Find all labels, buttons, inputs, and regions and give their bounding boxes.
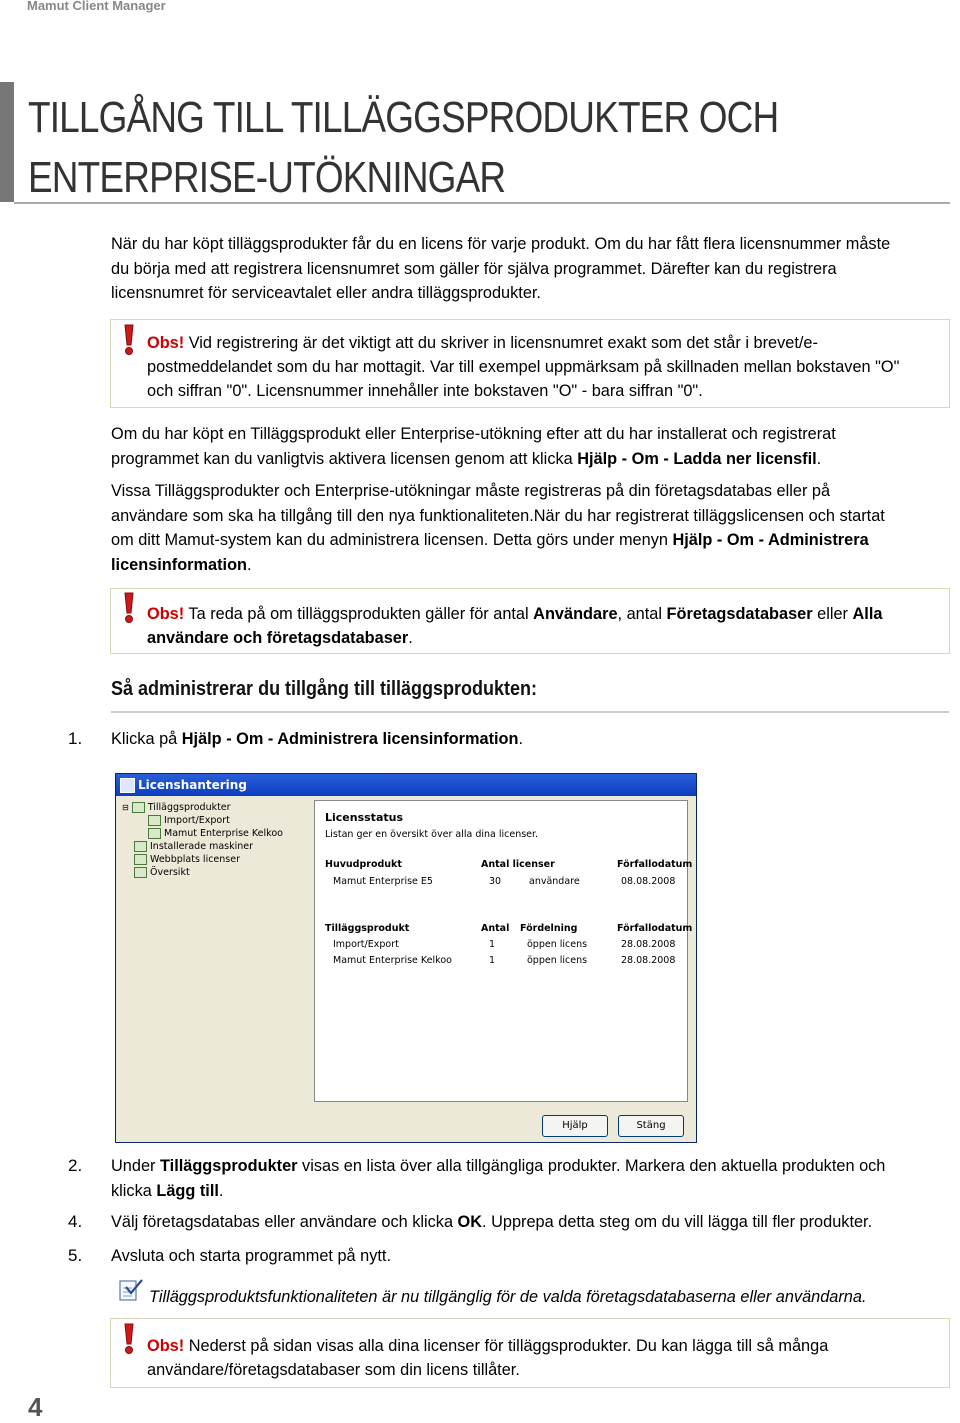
tree-item-kelkoo[interactable]: Mamut Enterprise Kelkoo	[148, 828, 283, 840]
menu-path: Hjälp - Om - Administrera licensinformation	[181, 729, 519, 748]
note-bold: Alla	[852, 604, 883, 623]
checklist-icon	[118, 1278, 144, 1302]
paragraph-register-addons	[111, 479, 908, 577]
step-4-text	[111, 1210, 898, 1235]
step-number: 4.	[68, 1212, 83, 1231]
app-icon	[120, 778, 135, 793]
col-header: Fördelning	[520, 923, 578, 934]
note-text: Vid registrering är det viktigt att du skriver in licensnumret exakt som det står i brevet/e-	[184, 333, 818, 352]
step-2-text	[111, 1154, 898, 1203]
panel-title: Licensstatus	[325, 811, 404, 824]
note-bold: Företagsdatabaser	[666, 604, 813, 623]
main-product-name: Mamut Enterprise E5	[333, 876, 433, 887]
tree-item-import-export[interactable]: Import/Export	[148, 815, 230, 827]
para-line: Om du har köpt en Tilläggsprodukt eller Enterprise-utökning efter att du har installerat och registrerat	[111, 424, 836, 443]
exclamation-icon	[118, 591, 140, 627]
note-bold: Användare	[533, 604, 618, 623]
step-text: Under	[111, 1156, 160, 1175]
para-text: .	[247, 554, 252, 574]
para-text: programmet kan du vanligtvis aktivera licensen genom att klicka	[111, 448, 578, 468]
main-license-count: 30	[489, 876, 502, 887]
title-divider	[14, 202, 950, 204]
note-text: och siffran "0". Licensnummer innehåller inte bokstaven "O" - bara siffran "0".	[147, 381, 703, 400]
menu-path: licensinformation	[111, 554, 248, 574]
page-number: 4	[28, 1392, 43, 1422]
col-header: Förfallodatum	[617, 859, 693, 870]
exclamation-icon	[118, 1322, 140, 1358]
license-icon	[148, 828, 161, 839]
tree-item-overview[interactable]: Översikt	[134, 867, 190, 879]
main-expiry: 08.08.2008	[621, 876, 676, 887]
step-text: .	[518, 729, 524, 748]
license-icon	[148, 815, 161, 826]
step-number: 1.	[68, 729, 83, 748]
intro-line: du börja med att registrera licensnumret som gäller för själva programmet. Därefter kan du registrera	[111, 258, 837, 278]
para-line: användare som ska ha tillgång till den nya funktionaliteten.När du har registrerat tilläggslicensen och startat	[111, 505, 885, 525]
tree-item-website-licenses[interactable]: Webbplats licenser	[134, 854, 240, 866]
col-header: Antal licenser	[481, 859, 555, 870]
note-text: eller	[812, 604, 853, 623]
obs-label: Obs!	[147, 604, 185, 623]
tree-item-installed-machines[interactable]: Installerade maskiner	[134, 841, 253, 853]
step-1-text	[111, 727, 898, 752]
step-bold: OK	[457, 1212, 483, 1231]
intro-paragraph	[111, 232, 908, 306]
intro-line: När du har köpt tilläggsprodukter får du en licens för varje produkt. Om du har fått flera licensnummer måste	[111, 234, 891, 253]
intro-line: licensnumret för serviceavtalet eller andra tilläggsprodukter.	[111, 283, 541, 302]
note-text: användare/företagsdatabaser som din licens tillåter.	[147, 1360, 520, 1379]
license-dialog-screenshot	[115, 773, 697, 1143]
col-header: Förfallodatum	[617, 923, 693, 934]
note-text: Ta reda på om tilläggsprodukten gäller för antal	[184, 604, 534, 623]
addon-expiry: 28.08.2008	[621, 939, 676, 950]
panel-subtitle: Listan ger en översikt över alla dina licenser.	[325, 829, 539, 840]
license-status-panel	[314, 800, 693, 1102]
exclamation-icon	[118, 323, 140, 359]
step-text: .	[218, 1180, 224, 1200]
addon-count: 1	[489, 939, 496, 950]
addon-name: Import/Export	[333, 939, 399, 950]
note-text: , antal	[617, 604, 667, 623]
obs-label: Obs!	[147, 1336, 185, 1355]
note-bold: användare och företagsdatabaser	[147, 628, 409, 647]
page-title-line2: ENTERPRISE-UTÖKNINGAR	[28, 153, 506, 202]
license-icon	[134, 867, 147, 878]
main-license-unit: användare	[529, 876, 580, 887]
note-text: Nederst på sidan visas alla dina licenser för tilläggsprodukter. Du kan lägga till så många	[184, 1336, 829, 1355]
step-bold: Tilläggsprodukter	[159, 1156, 298, 1175]
paragraph-download-license	[111, 422, 908, 471]
step-text: Klicka på	[111, 729, 182, 748]
col-header: Antal	[481, 923, 510, 934]
note-3-text	[147, 1334, 915, 1382]
license-tree	[120, 800, 310, 1100]
step-text: Välj företagsdatabas eller användare och klicka	[111, 1212, 458, 1231]
dialog-titlebar	[116, 774, 696, 796]
col-header: Huvudprodukt	[325, 859, 402, 870]
step-number: 5.	[68, 1246, 83, 1265]
step-number: 2.	[68, 1156, 83, 1175]
addon-distribution: öppen licens	[527, 939, 588, 950]
addon-expiry: 28.08.2008	[621, 955, 676, 966]
license-icon	[134, 854, 147, 865]
license-icon	[134, 841, 147, 852]
subheading-divider	[111, 711, 949, 713]
addon-distribution: öppen licens	[527, 955, 588, 966]
note-2-text	[147, 602, 915, 650]
col-header: Tilläggsprodukt	[325, 923, 410, 934]
note-text: postmeddelandet som du har mottagit. Var till exempel uppmärksam på skillnaden mellan bokstaven "O"	[147, 357, 900, 376]
addon-name: Mamut Enterprise Kelkoo	[333, 955, 452, 966]
page-title-line1: TILLGÅNG TILL TILLÄGGSPRODUKTER OCH	[28, 93, 779, 142]
success-note: Tilläggsproduktsfunktionaliteten är nu tillgänglig för de valda företagsdatabaserna eller användarna.	[149, 1287, 867, 1306]
tree-item-addons[interactable]: ⊟ Tilläggsprodukter	[122, 802, 231, 813]
step-5-text	[111, 1244, 898, 1269]
obs-label: Obs!	[147, 333, 185, 352]
para-text: om ditt Mamut-system kan du administrera licensen. Detta görs under menyn	[111, 530, 673, 549]
folder-icon	[132, 802, 145, 813]
title-accent-bar	[0, 82, 14, 202]
close-button[interactable]: Stäng	[618, 1115, 684, 1137]
page-title	[28, 88, 784, 208]
note-text: .	[408, 628, 413, 647]
note-1-text	[147, 331, 915, 403]
help-button[interactable]: Hjälp	[542, 1115, 608, 1137]
step-text: visas en lista över alla tillgängliga produkter. Markera den aktuella produkten och	[297, 1156, 886, 1175]
addon-count: 1	[489, 955, 496, 966]
header-app-label: Mamut Client Manager	[27, 0, 166, 13]
step-text: Avsluta och starta programmet på nytt.	[111, 1246, 391, 1265]
para-text: .	[816, 448, 822, 468]
section-subheading: Så administrerar du tillgång till tilläggsprodukten:	[111, 678, 538, 700]
step-bold: Lägg till	[156, 1180, 219, 1200]
dialog-title: Licenshantering	[138, 778, 247, 792]
step-text: . Upprepa detta steg om du vill lägga till fler produkter.	[482, 1212, 873, 1231]
para-line: Vissa Tilläggsprodukter och Enterprise-utökningar måste registreras på din företagsdatabas eller på	[111, 481, 831, 500]
menu-path: Hjälp - Om - Administrera	[672, 530, 869, 549]
menu-path: Hjälp - Om - Ladda ner licensfil	[577, 448, 817, 468]
step-text: klicka	[111, 1180, 157, 1200]
